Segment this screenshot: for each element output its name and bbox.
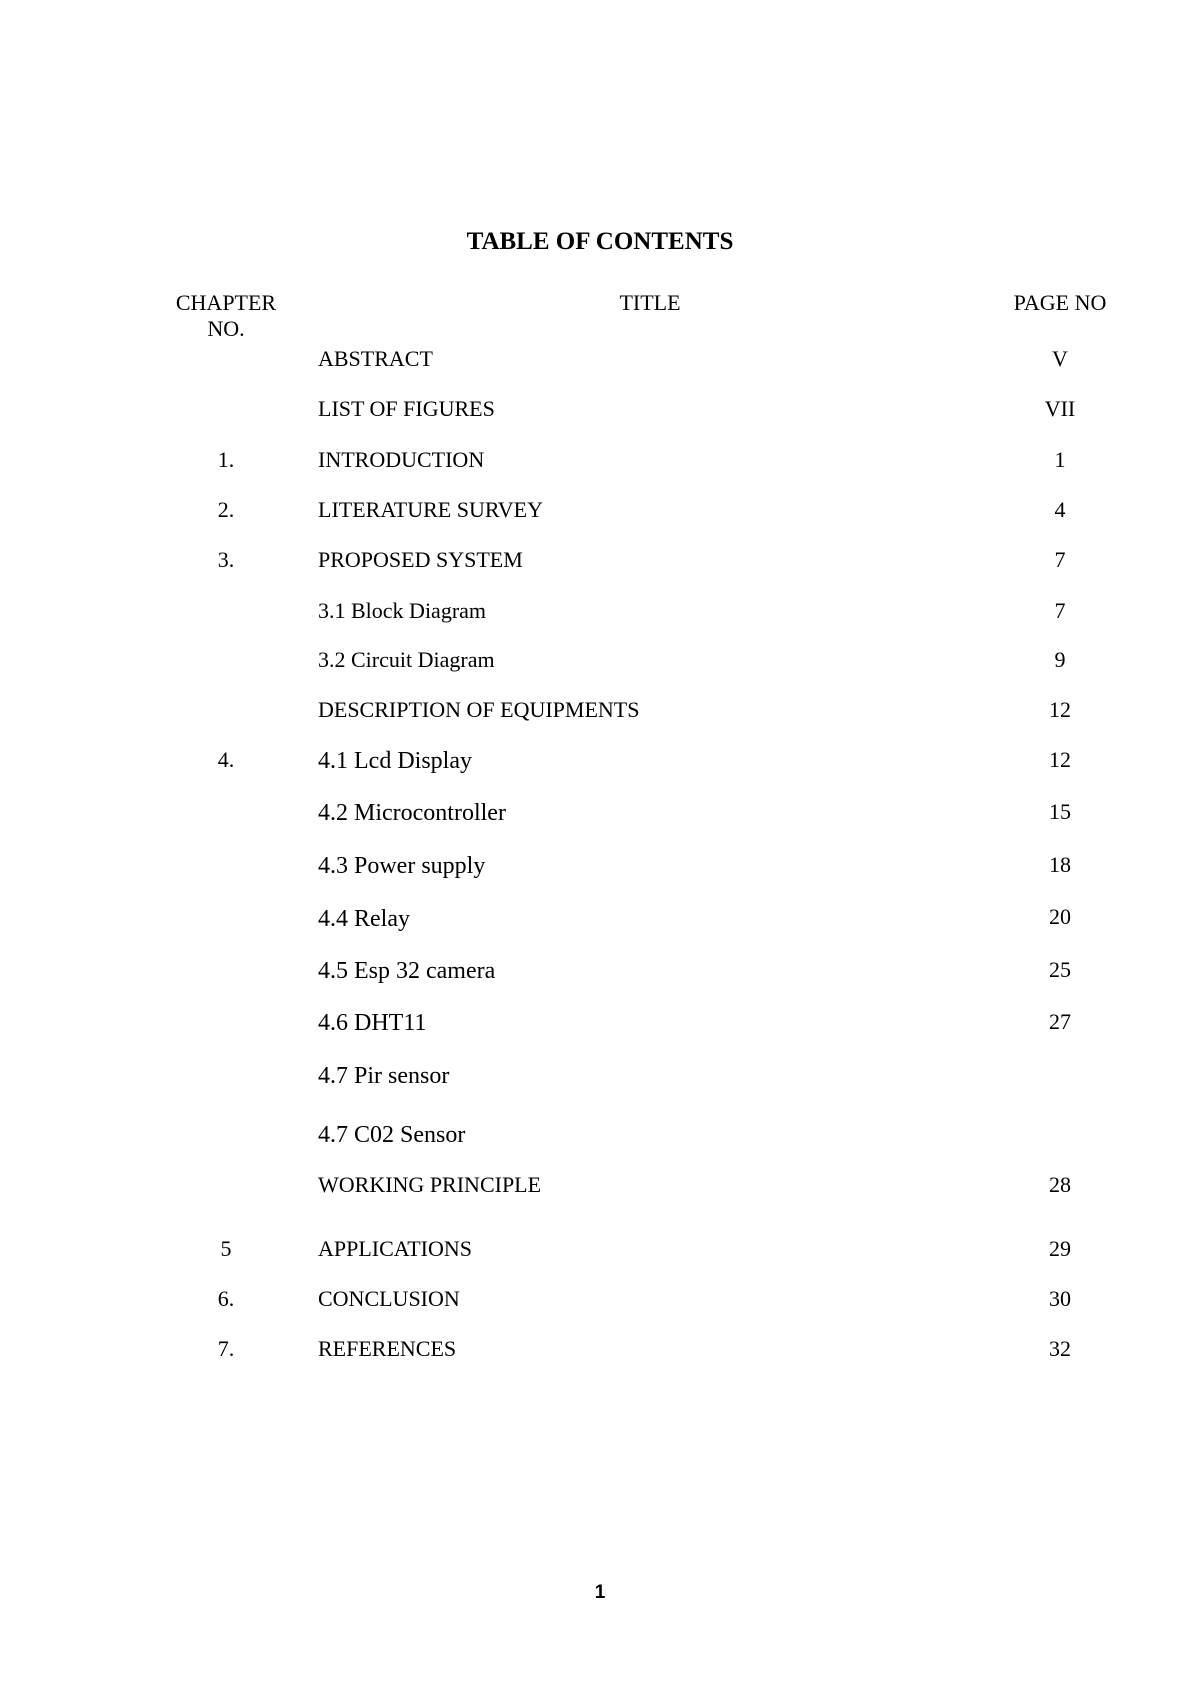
toc-entry-chapter: 6. <box>217 1286 235 1311</box>
toc-entry-page: V <box>1052 346 1068 371</box>
toc-entry-title: DESCRIPTION OF EQUIPMENTS <box>318 697 640 722</box>
toc-entry-page: 20 <box>1049 904 1071 929</box>
toc-entry-title: 4.1 Lcd Display <box>318 748 472 774</box>
toc-entry-chapter: 1. <box>217 447 235 472</box>
toc-entry-page: VII <box>1044 396 1076 421</box>
toc-entry-title: ABSTRACT <box>318 346 433 371</box>
page-title: TABLE OF CONTENTS <box>466 228 734 255</box>
toc-entry-title: 4.7 Pir sensor <box>318 1063 450 1089</box>
header-page: PAGE NO <box>1013 290 1107 315</box>
toc-entry-title: 4.3 Power supply <box>318 853 486 879</box>
toc-entry-page: 28 <box>1049 1172 1071 1197</box>
toc-entry-page: 1 <box>1054 447 1066 472</box>
toc-entry-title: 4.5 Esp 32 camera <box>318 958 496 984</box>
toc-entry-chapter: 5 <box>220 1236 232 1261</box>
toc-entry-page: 9 <box>1054 647 1066 672</box>
toc-entry-title: REFERENCES <box>318 1336 457 1361</box>
toc-entry-title: LIST OF FIGURES <box>318 396 495 421</box>
toc-entry-title: APPLICATIONS <box>318 1236 473 1261</box>
toc-entry-title: 3.1 Block Diagram <box>318 598 487 623</box>
toc-entry-title: PROPOSED SYSTEM <box>318 547 523 572</box>
toc-entry-page: 12 <box>1049 747 1071 772</box>
header-chapter <box>150 290 302 342</box>
toc-entry-title: 4.6 DHT11 <box>318 1010 427 1036</box>
toc-entry-title: INTRODUCTION <box>318 447 485 472</box>
toc-entry-chapter: 2. <box>217 497 235 522</box>
toc-entry-page: 7 <box>1054 598 1066 623</box>
toc-entry-page: 18 <box>1049 852 1071 877</box>
toc-entry-page: 25 <box>1049 957 1071 982</box>
toc-entry-chapter: 7. <box>217 1336 235 1361</box>
toc-entry-chapter: 4. <box>217 747 235 772</box>
page-number: 1 <box>594 1582 606 1603</box>
toc-entry-page: 15 <box>1049 799 1071 824</box>
toc-entry-page: 32 <box>1049 1336 1071 1361</box>
toc-entry-title: WORKING PRINCIPLE <box>318 1172 542 1197</box>
toc-entry-title: 4.7 C02 Sensor <box>318 1122 466 1148</box>
toc-entry-page: 12 <box>1049 697 1071 722</box>
toc-entry-title: 4.4 Relay <box>318 906 410 932</box>
toc-entry-chapter: 3. <box>217 547 235 572</box>
toc-entry-title: 4.2 Microcontroller <box>318 800 506 826</box>
toc-entry-page: 27 <box>1049 1009 1071 1034</box>
toc-entry-page: 4 <box>1054 497 1066 522</box>
header-chapter-line2: NO. <box>207 316 245 341</box>
header-title: TITLE <box>619 290 681 315</box>
toc-entry-title: 3.2 Circuit Diagram <box>318 647 495 672</box>
toc-entry-page: 29 <box>1049 1236 1071 1261</box>
toc-entry-page: 30 <box>1049 1286 1071 1311</box>
toc-entry-title: CONCLUSION <box>318 1286 460 1311</box>
header-chapter-line1: CHAPTER <box>175 290 277 315</box>
toc-entry-title: LITERATURE SURVEY <box>318 497 543 522</box>
toc-entry-page: 7 <box>1054 547 1066 572</box>
